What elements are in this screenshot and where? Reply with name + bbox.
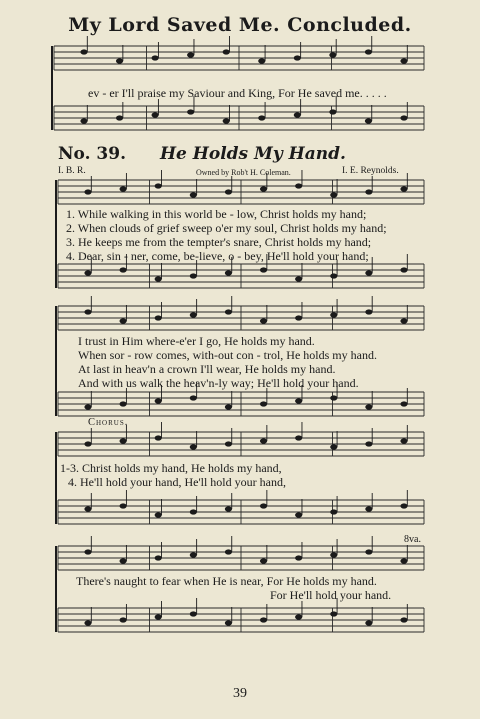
hymn-title: He Holds My Hand. <box>160 144 346 164</box>
note-head <box>120 503 127 508</box>
verse-3-line-1: 3. He keeps me from the tempter's snare, Christ holds my hand; <box>66 235 372 249</box>
note-head <box>400 318 407 323</box>
note-head <box>152 55 159 60</box>
note-head <box>190 444 197 449</box>
note-head <box>225 506 232 511</box>
note-head <box>190 611 197 616</box>
note-head <box>80 118 87 123</box>
note-head <box>295 512 302 517</box>
note-head <box>365 49 372 54</box>
note-head <box>120 186 127 191</box>
note-head <box>190 552 197 557</box>
note-head <box>223 49 230 54</box>
note-head <box>155 435 162 440</box>
note-head <box>190 312 197 317</box>
note-head <box>223 118 230 123</box>
octave-marking: 8va. <box>404 534 421 545</box>
note-head <box>400 115 407 120</box>
note-head <box>120 318 127 323</box>
note-head <box>400 401 407 406</box>
composer: I. E. Reynolds. <box>342 166 399 176</box>
note-head <box>365 189 372 194</box>
note-head <box>155 315 162 320</box>
note-head <box>225 620 232 625</box>
note-head <box>225 270 232 275</box>
note-head <box>155 276 162 281</box>
note-head <box>295 614 302 619</box>
note-head <box>365 506 372 511</box>
verse-2-line-2: When sor - row comes, with-out con - trol, He holds my hand. <box>78 348 377 362</box>
note-head <box>155 398 162 403</box>
page-number: 39 <box>233 686 247 701</box>
note-head <box>260 267 267 272</box>
note-head <box>84 189 91 194</box>
note-head <box>120 617 127 622</box>
concluded-title: My Lord Saved Me. Concluded. <box>68 14 412 36</box>
note-head <box>120 558 127 563</box>
note-head <box>365 620 372 625</box>
note-head <box>365 118 372 123</box>
note-head <box>120 267 127 272</box>
note-head <box>365 309 372 314</box>
note-head <box>84 549 91 554</box>
note-head <box>190 509 197 514</box>
note-head <box>260 438 267 443</box>
verse-4-line-2: And with us walk the heav'n-ly way; He'll hold your hand. <box>78 376 359 390</box>
note-head <box>295 183 302 188</box>
note-head <box>330 611 337 616</box>
note-head <box>190 192 197 197</box>
note-head <box>116 58 123 63</box>
note-head <box>260 186 267 191</box>
note-head <box>400 438 407 443</box>
note-head <box>187 52 194 57</box>
note-head <box>225 189 232 194</box>
verse-3-line-2: At last in heav'n a crown I'll wear, He holds my hand. <box>78 362 336 376</box>
note-head <box>190 395 197 400</box>
note-head <box>120 401 127 406</box>
note-head <box>84 404 91 409</box>
note-head <box>84 506 91 511</box>
note-head <box>225 441 232 446</box>
note-head <box>295 435 302 440</box>
note-head <box>329 109 336 114</box>
verse-4-line-1: 4. Dear, sin - ner, come, be-lieve, o - bey, He'll hold your hand; <box>66 249 369 263</box>
note-head <box>84 270 91 275</box>
note-head <box>84 441 91 446</box>
chorus-line-1: 1-3. Christ holds my hand, He holds my hand, <box>60 461 282 475</box>
note-head <box>295 276 302 281</box>
note-head <box>258 115 265 120</box>
note-head <box>330 273 337 278</box>
note-head <box>116 115 123 120</box>
note-head <box>155 183 162 188</box>
chorus-line-2: There's naught to fear when He is near, For He holds my hand. <box>76 574 377 588</box>
verse-1-line-1: 1. While walking in this world be - low, Christ holds my hand; <box>66 207 367 221</box>
note-head <box>400 58 407 63</box>
note-head <box>330 509 337 514</box>
note-head <box>260 558 267 563</box>
note-head <box>155 555 162 560</box>
note-head <box>84 309 91 314</box>
hymn-number: No. 39. <box>58 144 126 164</box>
note-head <box>330 444 337 449</box>
note-head <box>329 52 336 57</box>
note-head <box>400 558 407 563</box>
note-head <box>330 395 337 400</box>
note-head <box>294 55 301 60</box>
note-head <box>330 192 337 197</box>
note-head <box>295 398 302 403</box>
chorus-label: Chorus. <box>88 417 129 428</box>
note-head <box>295 315 302 320</box>
note-head <box>84 620 91 625</box>
note-head <box>365 270 372 275</box>
concluded-lyric: ev - er I'll praise my Saviour and King, For He saved me. . . . . <box>88 86 387 100</box>
verse-1-line-2: I trust in Him where-e'er I go, He holds my hand. <box>78 334 315 348</box>
note-head <box>120 438 127 443</box>
verse-2-line-1: 2. When clouds of grief sweep o'er my soul, Christ holds my hand; <box>66 221 387 235</box>
note-head <box>260 617 267 622</box>
note-head <box>258 58 265 63</box>
note-head <box>80 49 87 54</box>
note-head <box>260 318 267 323</box>
lyricist: I. B. R. <box>58 166 86 176</box>
note-head <box>295 555 302 560</box>
note-head <box>330 312 337 317</box>
note-head <box>294 112 301 117</box>
note-head <box>330 552 337 557</box>
note-head <box>155 614 162 619</box>
note-head <box>190 273 197 278</box>
chorus-line-1-verse-4: 4. He'll hold your hand, He'll hold your hand, <box>68 475 286 489</box>
note-head <box>187 109 194 114</box>
note-head <box>400 267 407 272</box>
note-head <box>260 503 267 508</box>
note-head <box>225 309 232 314</box>
note-head <box>225 549 232 554</box>
note-head <box>155 512 162 517</box>
note-head <box>365 404 372 409</box>
note-head <box>400 186 407 191</box>
owner-credit: Owned by Rob't H. Coleman. <box>196 168 291 177</box>
note-head <box>260 401 267 406</box>
note-head <box>225 404 232 409</box>
note-head <box>400 617 407 622</box>
note-head <box>365 549 372 554</box>
note-head <box>400 503 407 508</box>
note-head <box>365 441 372 446</box>
note-head <box>152 112 159 117</box>
chorus-line-2-verse-4: For He'll hold your hand. <box>270 588 392 602</box>
